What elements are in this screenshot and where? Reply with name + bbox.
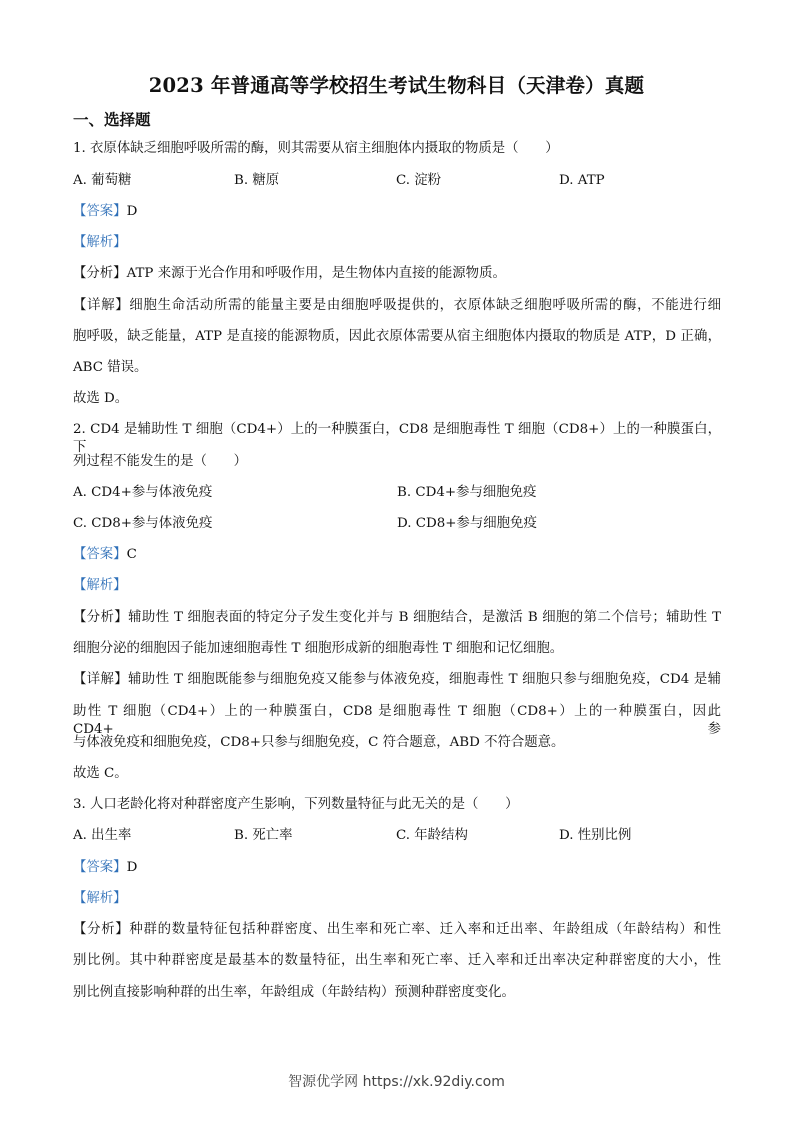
q2-answer: 【答案】C — [73, 547, 137, 562]
q2-xiangjie-line3: 与体液免疫和细胞免疫，CD8+只参与细胞免疫，C 符合题意，ABD 不符合题意。 — [73, 735, 565, 750]
q1-xiangjie-line1: 【详解】细胞生命活动所需的能量主要是由细胞呼吸提供的，衣原体缺乏细胞呼吸所需的酶，不能进行细 — [73, 298, 722, 313]
q3-option-c: C. 年龄结构 — [396, 828, 468, 843]
q3-answer: 【答案】D — [73, 860, 138, 875]
q3-option-b: B. 死亡率 — [234, 828, 293, 843]
q3-fenxi-line2: 别比例。其中种群密度是最基本的数量特征，出生率和死亡率、迁入率和迁出率决定种群密度的大小，性 — [73, 953, 721, 968]
q3-fenxi-line3: 别比例直接影响种群的出生率，年龄组成（年龄结构）预测种群密度变化。 — [73, 985, 515, 1000]
q3-stem: 3. 人口老龄化将对种群密度产生影响，下列数量特征与此无关的是（ ） — [73, 797, 519, 812]
q1-jiexi-tag: 【解析】 — [73, 235, 127, 250]
q1-xiangjie-line2: 胞呼吸，缺乏能量，ATP 是直接的能源物质，因此衣原体需要从宿主细胞体内摄取的物质是 ATP，D 正确， — [73, 329, 721, 344]
q3-option-d: D. 性别比例 — [559, 828, 632, 843]
q1-option-d: D. ATP — [559, 173, 605, 188]
q2-jiexi-tag: 【解析】 — [73, 578, 127, 593]
section-heading: 一、选择题 — [73, 110, 151, 129]
q1-answer: 【答案】D — [73, 204, 138, 219]
footer-watermark: 智源优学网 https://xk.92diy.com — [288, 1074, 505, 1090]
page-title: 2023 年普通高等学校招生考试生物科目（天津卷）真题 — [148, 74, 645, 97]
q2-xiangjie-line2: 助性 T 细胞（CD4+）上的一种膜蛋白，CD8 是细胞毒性 T 细胞（CD8+）上的一种膜蛋白，因此 CD4+参 — [73, 704, 721, 737]
q2-stem-line2: 列过程不能发生的是（ ） — [73, 454, 248, 469]
q1-conclusion: 故选 D。 — [73, 391, 129, 406]
q3-fenxi-line1: 【分析】种群的数量特征包括种群密度、出生率和死亡率、迁入率和迁出率、年龄组成（年龄结构）和性 — [73, 922, 722, 937]
q2-xiangjie-line1: 【详解】辅助性 T 细胞既能参与细胞免疫又能参与体液免疫，细胞毒性 T 细胞只参与细胞免疫，CD4 是辅 — [73, 672, 721, 687]
q1-fenxi: 【分析】ATP 来源于光合作用和呼吸作用，是生物体内直接的能源物质。 — [73, 266, 506, 281]
q1-option-a: A. 葡萄糖 — [73, 173, 132, 188]
q1-stem: 1. 衣原体缺乏细胞呼吸所需的酶，则其需要从宿主细胞体内摄取的物质是（ ） — [73, 141, 559, 156]
q2-option-d: D. CD8+参与细胞免疫 — [397, 516, 537, 531]
q2-fenxi-line1: 【分析】辅助性 T 细胞表面的特定分子发生变化并与 B 细胞结合，是激活 B 细胞的第二个信号；辅助性 T — [73, 610, 722, 625]
q1-option-c: C. 淀粉 — [396, 173, 442, 188]
q2-option-a: A. CD4+参与体液免疫 — [73, 485, 213, 500]
q2-option-c: C. CD8+参与体液免疫 — [73, 516, 213, 531]
q2-fenxi-line2: 细胞分泌的细胞因子能加速细胞毒性 T 细胞形成新的细胞毒性 T 细胞和记忆细胞。 — [73, 641, 564, 656]
q2-option-b: B. CD4+参与细胞免疫 — [397, 485, 537, 500]
q3-option-a: A. 出生率 — [73, 828, 132, 843]
answer-tag: 【答案】 — [73, 204, 127, 219]
q1-xiangjie-line3: ABC 错误。 — [73, 360, 148, 375]
q2-conclusion: 故选 C。 — [73, 766, 128, 781]
q3-jiexi-tag: 【解析】 — [73, 891, 127, 906]
q2-stem-line1: 2. CD4 是辅助性 T 细胞（CD4+）上的一种膜蛋白，CD8 是细胞毒性 T 细胞（CD8+）上的一种膜蛋白，下 — [73, 422, 721, 455]
q1-option-b: B. 糖原 — [234, 173, 280, 188]
